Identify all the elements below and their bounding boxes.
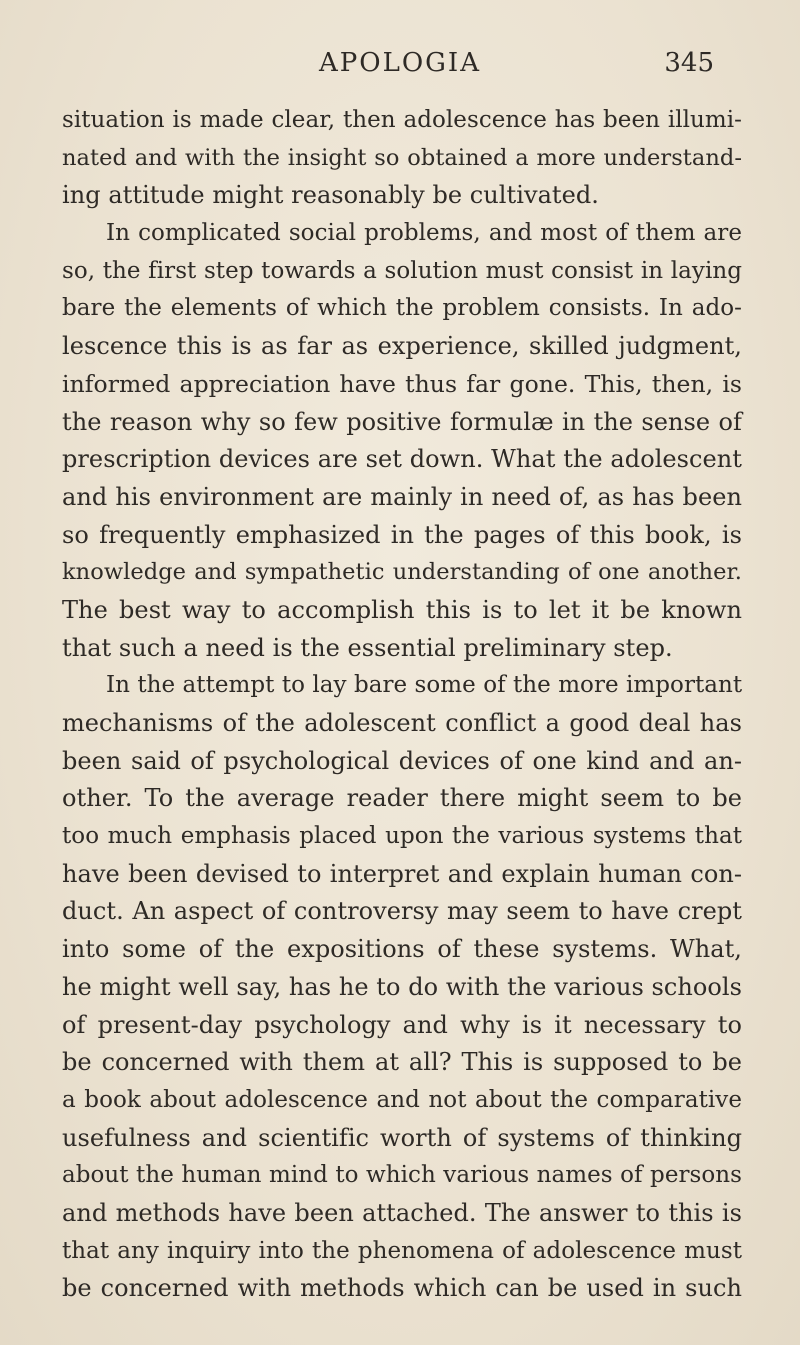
text-line: mechanisms of the adolescent conflict a good deal has: [62, 709, 742, 737]
text-line: other. To the average reader there might seem to be: [62, 784, 742, 813]
text-line: and methods have been attached. The answer to this is: [62, 1198, 742, 1227]
text-line: have been devised to interpret and explain human con-: [62, 859, 742, 888]
running-title: APOLOGIA: [319, 48, 481, 78]
text-line: nated and with the insight so obtained a more understand-: [62, 144, 742, 171]
text-line: knowledge and sympathetic understanding of one another.: [62, 559, 742, 586]
text-line: be concerned with them at all? This is supposed to be: [62, 1048, 742, 1077]
text-line: the reason why so few positive formulæ in the sense of: [62, 407, 742, 436]
text-line: been said of psychological devices of one kind and an-: [62, 746, 742, 775]
text-line: about the human mind to which various names of persons: [62, 1162, 742, 1189]
text-line: bare the elements of which the problem consists. In ado-: [62, 295, 742, 322]
text-line: prescription devices are set down. What the adolescent: [62, 445, 742, 474]
text-line: situation is made clear, then adolescence has been illumi-: [62, 107, 742, 133]
text-line: usefulness and scientific worth of systems of thinking: [62, 1123, 742, 1152]
body-text: [62, 102, 742, 1308]
text-line: In complicated social problems, and most of them are: [106, 220, 742, 247]
text-line: duct. An aspect of controversy may seem to have crept: [62, 897, 742, 926]
text-line: ing attitude might reasonably be cultivated.: [62, 181, 599, 210]
text-line: lescence this is as far as experience, skilled judgment,: [62, 332, 742, 361]
text-line: a book about adolescence and not about the comparative: [62, 1086, 742, 1113]
text-line: of present-day psychology and why is it necessary to: [62, 1010, 742, 1039]
text-line: informed appreciation have thus far gone. This, then, is: [62, 369, 742, 398]
text-line: so frequently emphasized in the pages of this book, is: [62, 520, 742, 549]
text-line: that such a need is the essential preliminary step.: [62, 633, 673, 662]
text-line: he might well say, has he to do with the various schools: [62, 972, 742, 1001]
text-line: and his environment are mainly in need of, as has been: [62, 482, 742, 511]
text-line: into some of the expositions of these systems. What,: [62, 935, 742, 964]
text-line: that any inquiry into the phenomena of adolescence must: [62, 1237, 742, 1264]
running-head: [0, 48, 800, 88]
text-line: be concerned with methods which can be used in such: [62, 1274, 742, 1303]
text-line: In the attempt to lay bare some of the more important: [106, 672, 743, 699]
page-number: 345: [664, 48, 714, 78]
text-line: so, the first step towards a solution must consist in laying: [62, 257, 742, 284]
text-line: too much emphasis placed upon the various systems that: [62, 823, 742, 850]
text-line: The best way to accomplish this is to let it be known: [62, 595, 742, 624]
